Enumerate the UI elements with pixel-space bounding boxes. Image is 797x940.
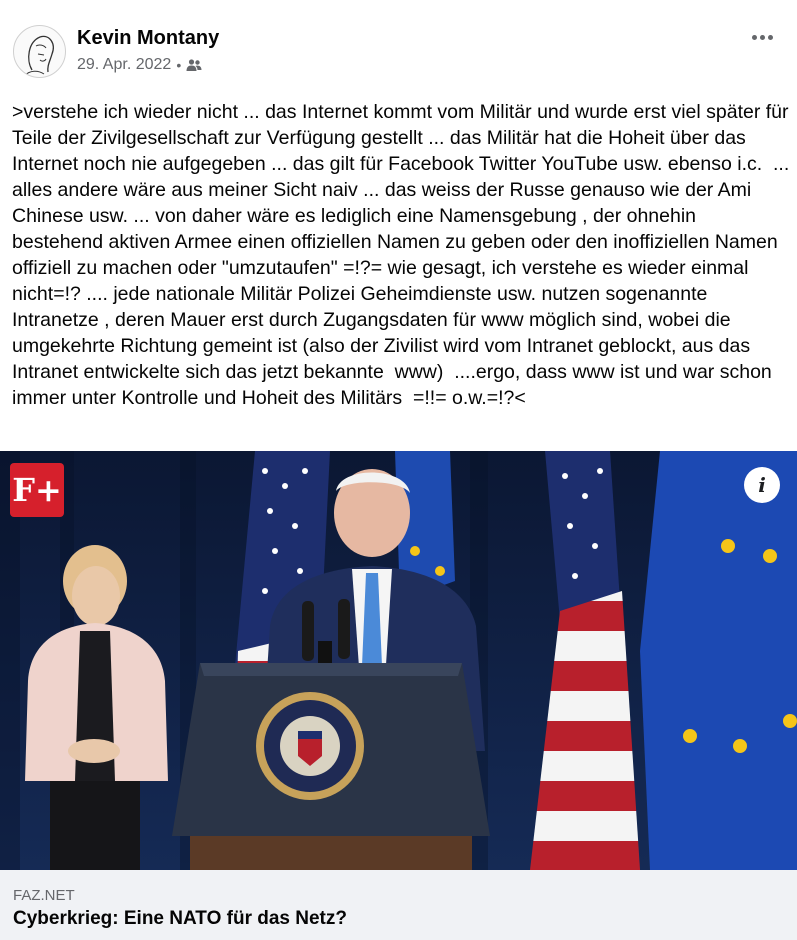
meta-separator: • [176,57,182,73]
avatar-sketch-icon [14,26,66,78]
faz-plus-badge-icon: F+ [10,463,64,517]
post-meta [77,56,202,74]
author-name[interactable]: Kevin Montany [77,27,220,49]
post-date[interactable]: 29. Apr. 2022 [77,56,172,73]
post-text: >verstehe ich wieder nicht ... das Internet kommt vom Militär und wurde erst viel später für Teile der Zivilgesellschaft zur Verfügung gestellt ... das Militär hat die Hoheit über das Internet noch nie aufgegeben ... das gilt für Facebook Twitter YouTube usw. ebenso i.c. ... alles andere wäre aus meiner Sicht naiv ... das weiss der Russe genauso wie der Ami Chinese usw. ... von daher wäre es lediglich eine Namensgebung , der ohnehin bestehend aktiven Armee einen offiziellen Namen zu geben oder den inoffiziellen Namen offiziell zu machen oder "umzutaufen" =!?= wie gesagt, ich verstehe es wieder einmal nicht=!? .... jede nationale Militär Polizei Geheimdienste usw. nutzen sogenannte Intranetze , deren Mauer erst durch Zugangsdaten für www möglich sind, wobei die umgekehrte Richtung gemeint ist (also der Zivilist wird vom Intranet geblockt, aus das Intranet entwickelte sich das jetzt bekannte www) ....ergo, dass www ist und war schon immer unter Kontrolle und Hoheit des Militärs =!!= o.w.=!?< [12,101,795,409]
more-options-icon[interactable] [745,24,779,50]
link-title[interactable]: Cyberkrieg: Eine NATO für das Netz? [13,908,347,929]
link-preview-image[interactable] [0,451,797,870]
post-header [0,0,797,90]
avatar[interactable] [13,25,66,78]
friends-icon[interactable] [186,58,202,72]
press-conference-photo [0,451,797,870]
link-preview[interactable] [0,870,797,940]
link-domain: FAZ.NET [13,887,75,904]
info-icon[interactable]: i [744,467,780,503]
